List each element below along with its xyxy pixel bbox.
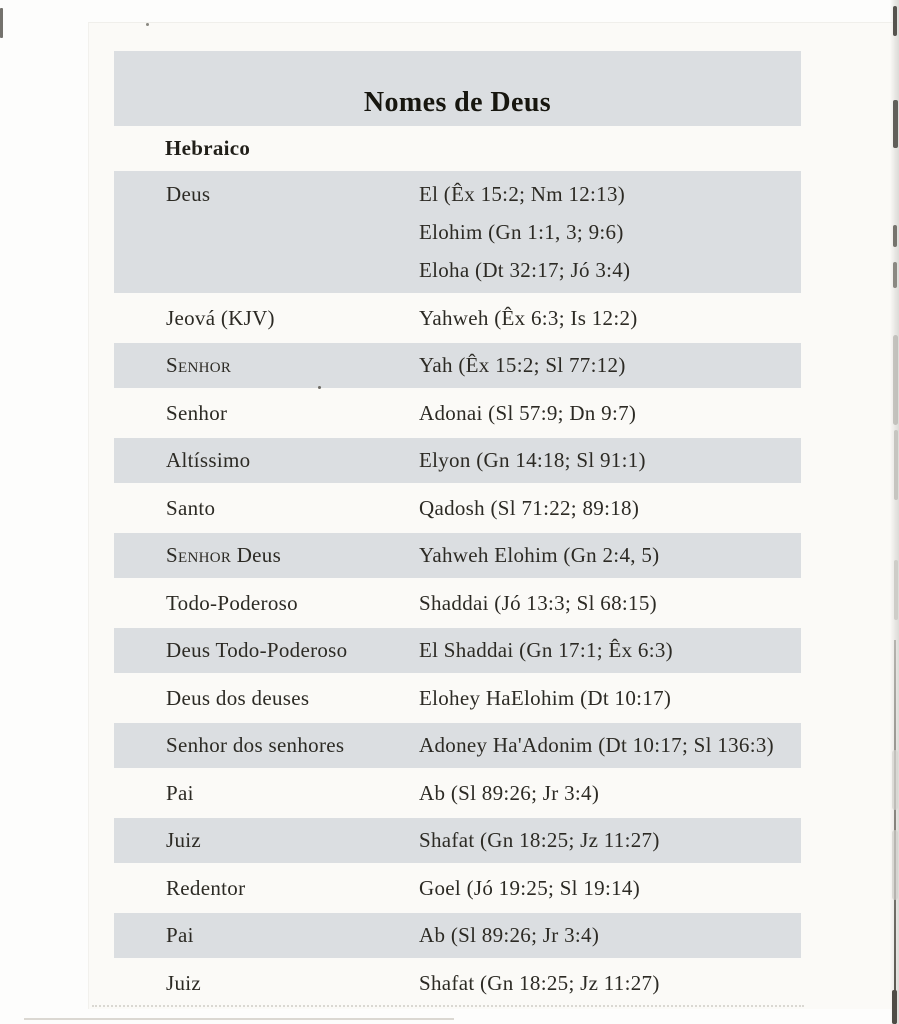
name-text: Jeová (KJV)	[166, 305, 275, 330]
scan-artifact-corner-mark	[0, 8, 3, 38]
table-row	[114, 533, 801, 578]
name-cell	[166, 733, 419, 758]
name-smallcaps: Senhor	[166, 353, 232, 377]
scan-artifact-edge-mark	[893, 6, 897, 36]
hebrew-line: Adoney Ha'Adonim (Dt 10:17; Sl 136:3)	[419, 733, 774, 757]
name-text: Juiz	[166, 828, 202, 852]
table-row	[114, 171, 801, 293]
hebrew-cell	[419, 448, 801, 473]
name-cell	[166, 448, 419, 473]
hebrew-line: Eloha (Dt 32:17; Jó 3:4)	[419, 258, 631, 282]
name-cell	[166, 686, 419, 711]
hebrew-line: Elyon (Gn 14:18; Sl 91:1)	[419, 448, 646, 472]
table-row	[114, 388, 801, 438]
name-text: Altíssimo	[166, 448, 251, 472]
name-cell	[166, 543, 419, 568]
section-header-hebraico: Hebraico	[165, 136, 251, 160]
hebrew-line: Elohim (Gn 1:1, 3; 9:6)	[419, 220, 624, 244]
hebrew-line: Yahweh Elohim (Gn 2:4, 5)	[419, 543, 660, 567]
name-cell	[166, 353, 419, 378]
hebrew-cell	[419, 591, 801, 616]
table-row	[114, 578, 801, 628]
name-cell	[166, 781, 419, 806]
hebrew-line: Yah (Êx 15:2; Sl 77:12)	[419, 353, 626, 377]
names-table	[114, 171, 801, 1008]
name-cell	[166, 638, 419, 663]
table-row	[114, 958, 801, 1008]
name-cell	[166, 591, 419, 616]
hebrew-cell	[419, 638, 801, 663]
name-text: Senhor	[166, 400, 228, 425]
hebrew-cell	[419, 686, 801, 711]
hebrew-line: Adonai (Sl 57:9; Dn 9:7)	[419, 400, 637, 425]
scan-artifact-edge-mark	[894, 430, 898, 500]
hebrew-line: El (Êx 15:2; Nm 12:13)	[419, 182, 626, 206]
hebrew-line: Ab (Sl 89:26; Jr 3:4)	[419, 923, 600, 947]
name-text: Deus dos deuses	[166, 685, 310, 710]
hebrew-line: El Shaddai (Gn 17:1; Êx 6:3)	[419, 638, 673, 662]
scan-artifact-edge-mark	[894, 560, 898, 620]
scan-artifact-edge-mark	[893, 262, 897, 288]
table-row	[114, 913, 801, 958]
scan-artifact-edge-mark	[893, 100, 898, 148]
hebrew-line: Shafat (Gn 18:25; Jz 11:27)	[419, 970, 660, 995]
scan-artifact-edge-mark	[893, 335, 898, 425]
name-cell	[166, 828, 419, 853]
hebrew-line: Yahweh (Êx 6:3; Is 12:2)	[419, 305, 638, 330]
hebrew-cell	[419, 828, 801, 853]
name-text: Deus Todo-Poderoso	[166, 638, 348, 662]
name-text: Santo	[166, 495, 216, 520]
hebrew-line: Qadosh (Sl 71:22; 89:18)	[419, 495, 640, 520]
hebrew-line: Shaddai (Jó 13:3; Sl 68:15)	[419, 590, 657, 615]
table-row	[114, 768, 801, 818]
name-cell	[166, 401, 419, 426]
table-row	[114, 438, 801, 483]
hebrew-cell	[419, 923, 801, 948]
hebrew-cell	[419, 353, 801, 378]
hebrew-cell	[419, 733, 801, 758]
content-area	[88, 22, 893, 1009]
hebrew-cell	[419, 876, 801, 901]
name-cell	[166, 923, 419, 948]
hebrew-line: Goel (Jó 19:25; Sl 19:14)	[419, 875, 640, 900]
name-cell	[166, 876, 419, 901]
scan-artifact-edge-line	[894, 640, 896, 1024]
hebrew-cell	[419, 401, 801, 426]
name-text: Pai	[166, 923, 194, 947]
hebrew-line: Elohey HaElohim (Dt 10:17)	[419, 685, 672, 710]
name-text: Pai	[166, 780, 194, 805]
name-cell	[166, 306, 419, 331]
table-row	[114, 863, 801, 913]
name-text: Deus	[166, 182, 211, 206]
hebrew-cell	[419, 306, 801, 331]
hebrew-cell	[419, 781, 801, 806]
hebrew-line: Shafat (Gn 18:25; Jz 11:27)	[419, 828, 660, 852]
table-row	[114, 673, 801, 723]
name-text: Deus	[231, 543, 282, 567]
name-smallcaps: Senhor	[166, 543, 232, 567]
table-row	[114, 483, 801, 533]
table-row	[114, 723, 801, 768]
scan-artifact-edge-mark	[893, 225, 897, 247]
name-text: Redentor	[166, 875, 246, 900]
name-cell	[166, 175, 419, 213]
name-text: Senhor dos senhores	[166, 733, 345, 757]
scan-artifact-bottom-line	[24, 1018, 454, 1020]
table-row	[114, 293, 801, 343]
table-row	[114, 628, 801, 673]
name-text: Juiz	[166, 970, 202, 995]
hebrew-cell	[419, 175, 801, 289]
page-title: Nomes de Deus	[363, 87, 552, 118]
table-row	[114, 818, 801, 863]
hebrew-cell	[419, 543, 801, 568]
name-text: Todo-Poderoso	[166, 590, 298, 615]
name-cell	[166, 971, 419, 996]
hebrew-cell	[419, 496, 801, 521]
title-band	[114, 51, 801, 126]
hebrew-cell	[419, 971, 801, 996]
table-row	[114, 343, 801, 388]
hebrew-line: Ab (Sl 89:26; Jr 3:4)	[419, 780, 600, 805]
name-cell	[166, 496, 419, 521]
